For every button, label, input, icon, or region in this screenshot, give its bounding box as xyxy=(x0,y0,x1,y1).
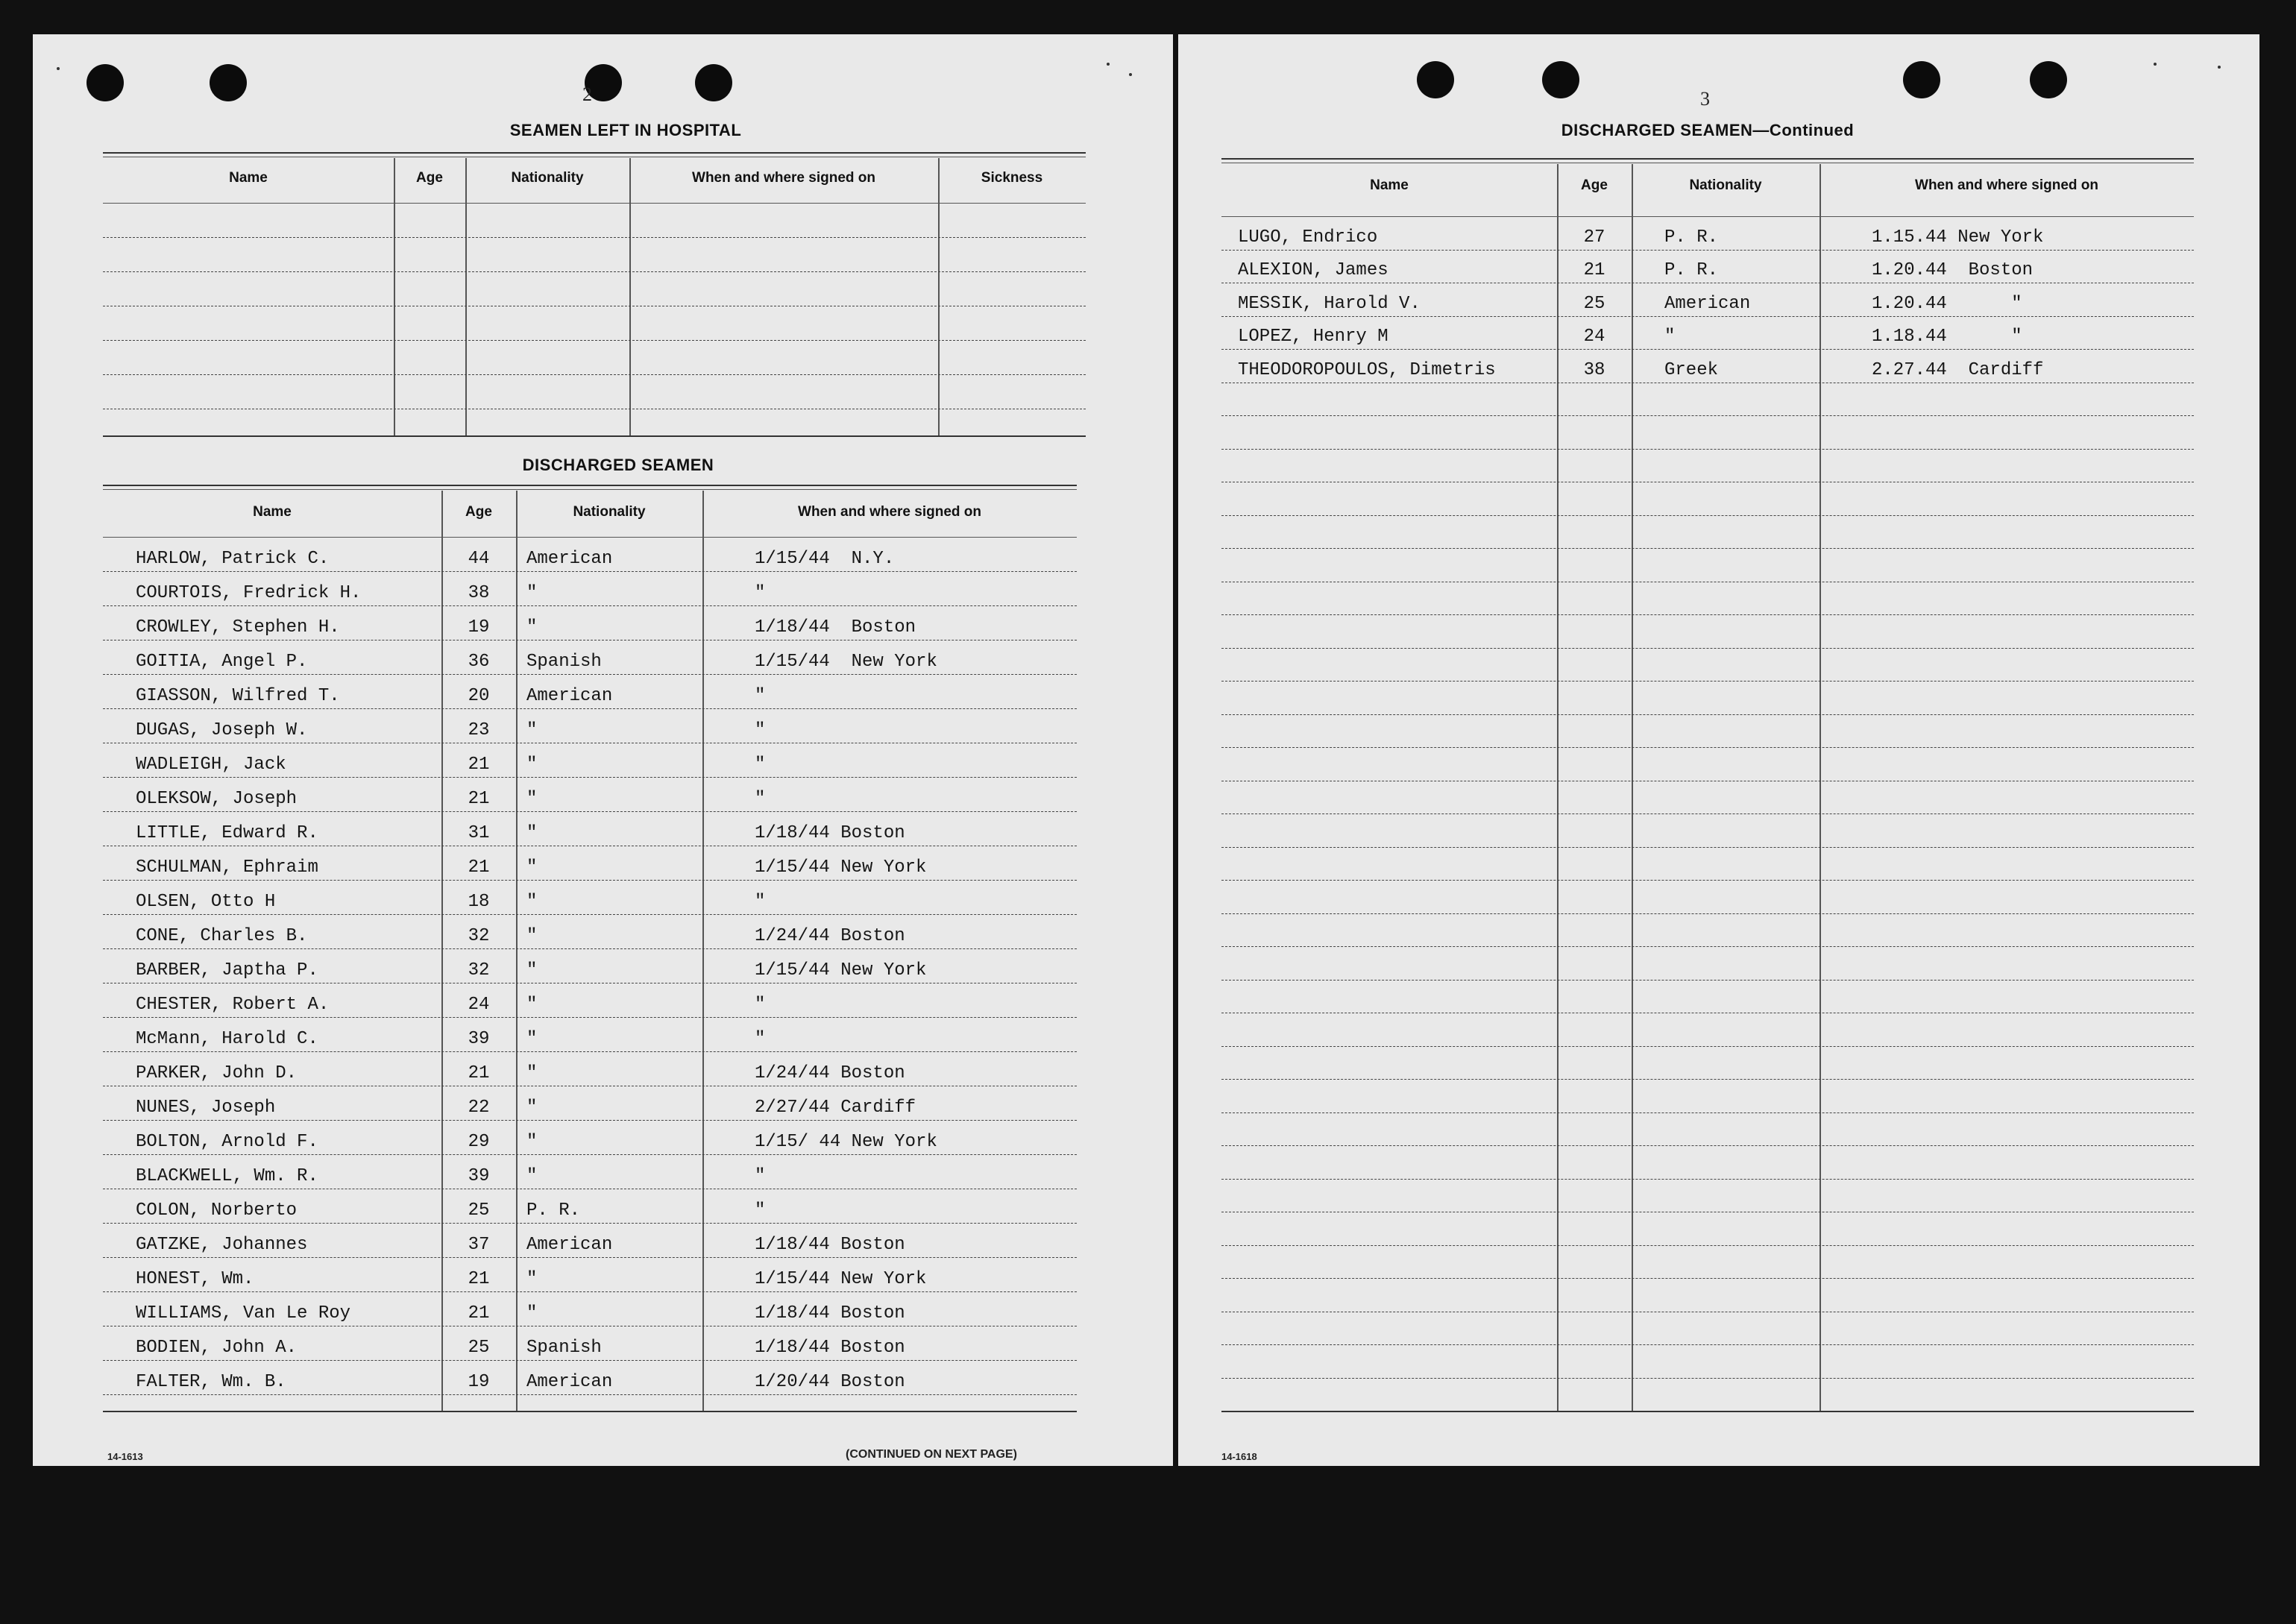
form-number: 14-1613 xyxy=(107,1451,143,1462)
table-cell-signed-on: 1.18.44 " xyxy=(1872,327,2022,347)
table-cell-nationality: " xyxy=(526,960,538,981)
punch-hole xyxy=(1542,61,1579,98)
table-top-rule xyxy=(103,485,1077,486)
row-line xyxy=(1221,1378,2194,1379)
row-line xyxy=(1221,714,2194,715)
row-line xyxy=(103,374,1086,375)
table-cell-age: 36 xyxy=(468,652,490,672)
table-cell-signed-on: " xyxy=(755,1200,766,1221)
table-cell-signed-on: 2/27/44 Cardiff xyxy=(755,1098,916,1118)
table-cell-nationality: " xyxy=(526,1029,538,1049)
column-header-name: Name xyxy=(229,170,268,186)
table-cell-nationality: P. R. xyxy=(1664,260,1719,280)
table-cell-age: 38 xyxy=(1583,359,1605,380)
table-cell-age: 21 xyxy=(468,1269,490,1289)
table-cell-name: HONEST, Wm. xyxy=(136,1269,254,1289)
table-cell-name: OLEKSOW, Joseph xyxy=(136,789,298,809)
table-cell-age: 23 xyxy=(468,720,490,740)
table-cell-nationality: " xyxy=(526,617,538,638)
table-cell-signed-on: 1.20.44 " xyxy=(1872,293,2022,314)
table-cell-age: 27 xyxy=(1583,227,1605,248)
table-cell-signed-on: 1.20.44 Boston xyxy=(1872,260,2034,280)
row-line xyxy=(1221,880,2194,881)
column-divider xyxy=(938,158,940,435)
table-top-rule xyxy=(103,489,1077,490)
table-cell-nationality: Spanish xyxy=(526,1338,602,1358)
row-line xyxy=(1221,316,2194,317)
right-page xyxy=(1178,34,2259,1466)
table-cell-signed-on: 1/24/44 Boston xyxy=(755,1063,905,1083)
row-line xyxy=(1221,1278,2194,1279)
table-cell-age: 19 xyxy=(468,617,490,638)
table-cell-signed-on: 2.27.44 Cardiff xyxy=(1872,359,2044,380)
table-cell-signed-on: 1/15/ 44 New York xyxy=(755,1132,937,1152)
speck xyxy=(1107,63,1110,66)
table-cell-nationality: American xyxy=(1664,293,1751,314)
table-cell-signed-on: " xyxy=(755,789,766,809)
table-cell-name: LUGO, Endrico xyxy=(1238,227,1378,248)
table-cell-name: WADLEIGH, Jack xyxy=(136,755,286,775)
row-line xyxy=(1221,747,2194,748)
table-cell-name: FALTER, Wm. B. xyxy=(136,1372,286,1392)
table-cell-signed-on: 1.15.44 New York xyxy=(1872,227,2044,248)
table-cell-age: 20 xyxy=(468,686,490,706)
table-cell-age: 25 xyxy=(468,1200,490,1221)
table-cell-signed-on: 1/20/44 Boston xyxy=(755,1372,905,1392)
table-cell-name: GATZKE, Johannes xyxy=(136,1235,308,1255)
discharged-continued-heading: DISCHARGED SEAMEN—Continued xyxy=(1561,121,1855,139)
table-cell-name: GIASSON, Wilfred T. xyxy=(136,686,340,706)
column-header-nationality: Nationality xyxy=(1689,177,1762,193)
column-header-sickness: Sickness xyxy=(981,170,1043,186)
punch-hole xyxy=(1417,61,1454,98)
table-cell-name: THEODOROPOULOS, Dimetris xyxy=(1238,359,1496,380)
header-rule xyxy=(103,537,1077,538)
table-bottom-rule xyxy=(1221,1411,2194,1412)
table-cell-age: 19 xyxy=(468,1372,490,1392)
table-cell-nationality: American xyxy=(526,1372,613,1392)
table-cell-name: CHESTER, Robert A. xyxy=(136,995,330,1015)
table-cell-nationality: " xyxy=(526,926,538,946)
column-divider xyxy=(465,158,467,435)
table-cell-name: COURTOIS, Fredrick H. xyxy=(136,583,362,603)
row-line xyxy=(103,1291,1077,1292)
table-cell-age: 39 xyxy=(468,1029,490,1049)
row-line xyxy=(103,674,1077,675)
table-cell-nationality: " xyxy=(526,823,538,843)
row-line xyxy=(103,1360,1077,1361)
table-cell-age: 44 xyxy=(468,549,490,569)
column-header-nationality: Nationality xyxy=(511,170,584,186)
column-header-age: Age xyxy=(1581,177,1608,193)
row-line xyxy=(103,340,1086,341)
row-line xyxy=(1221,1179,2194,1180)
row-line xyxy=(1221,614,2194,615)
table-cell-age: 22 xyxy=(468,1098,490,1118)
row-line xyxy=(103,948,1077,949)
table-cell-signed-on: " xyxy=(755,1029,766,1049)
table-cell-signed-on: 1/18/44 Boston xyxy=(755,1338,905,1358)
row-line xyxy=(1221,415,2194,416)
page-number: 3 xyxy=(1700,88,1710,110)
table-cell-age: 38 xyxy=(468,583,490,603)
column-header-nationality: Nationality xyxy=(573,504,646,520)
table-cell-nationality: " xyxy=(526,857,538,878)
header-rule xyxy=(103,203,1086,204)
table-cell-nationality: " xyxy=(526,789,538,809)
table-cell-signed-on: " xyxy=(755,583,766,603)
column-divider xyxy=(516,491,518,1411)
row-line xyxy=(1221,648,2194,649)
table-cell-signed-on: 1/15/44 New York xyxy=(755,652,937,672)
row-line xyxy=(103,777,1077,778)
table-cell-nationality: " xyxy=(526,1269,538,1289)
table-cell-age: 37 xyxy=(468,1235,490,1255)
hospital-heading: SEAMEN LEFT IN HOSPITAL xyxy=(509,121,742,139)
row-line xyxy=(1221,548,2194,549)
table-cell-age: 39 xyxy=(468,1166,490,1186)
table-cell-signed-on: " xyxy=(755,892,766,912)
column-divider xyxy=(629,158,631,435)
table-cell-name: NUNES, Joseph xyxy=(136,1098,276,1118)
table-cell-nationality: " xyxy=(1664,327,1676,347)
row-line xyxy=(1221,946,2194,947)
table-cell-nationality: " xyxy=(526,995,538,1015)
row-line xyxy=(103,237,1086,238)
table-cell-nationality: " xyxy=(526,1166,538,1186)
row-line xyxy=(103,880,1077,881)
speck xyxy=(57,67,60,70)
punch-hole xyxy=(87,64,124,101)
left-page xyxy=(33,34,1173,1466)
table-cell-nationality: Greek xyxy=(1664,359,1719,380)
table-cell-signed-on: 1/18/44 Boston xyxy=(755,617,916,638)
table-cell-age: 24 xyxy=(1583,327,1605,347)
page-number: 2 xyxy=(582,84,592,105)
table-cell-age: 21 xyxy=(468,1303,490,1324)
row-line xyxy=(1221,250,2194,251)
row-line xyxy=(1221,515,2194,516)
table-cell-nationality: " xyxy=(526,1303,538,1324)
row-line xyxy=(1221,1245,2194,1246)
table-cell-age: 21 xyxy=(468,1063,490,1083)
table-cell-age: 24 xyxy=(468,995,490,1015)
punch-hole xyxy=(210,64,247,101)
row-line xyxy=(103,914,1077,915)
table-cell-age: 21 xyxy=(1583,260,1605,280)
table-cell-nationality: American xyxy=(526,1235,613,1255)
discharged-heading: DISCHARGED SEAMEN xyxy=(522,456,714,474)
speck xyxy=(2154,63,2157,66)
row-line xyxy=(1221,1145,2194,1146)
table-cell-signed-on: " xyxy=(755,720,766,740)
table-cell-name: BARBER, Japtha P. xyxy=(136,960,318,981)
table-top-rule xyxy=(1221,158,2194,160)
table-bottom-rule xyxy=(103,435,1086,437)
table-cell-nationality: " xyxy=(526,755,538,775)
table-cell-signed-on: 1/15/44 N.Y. xyxy=(755,549,895,569)
table-cell-name: DUGAS, Joseph W. xyxy=(136,720,308,740)
table-top-rule xyxy=(103,152,1086,154)
table-cell-name: CONE, Charles B. xyxy=(136,926,308,946)
table-cell-name: MESSIK, Harold V. xyxy=(1238,293,1421,314)
continued-note: (CONTINUED ON NEXT PAGE) xyxy=(846,1448,1017,1461)
table-cell-age: 18 xyxy=(468,892,490,912)
row-line xyxy=(1221,847,2194,848)
row-line xyxy=(103,1154,1077,1155)
row-line xyxy=(1221,913,2194,914)
table-cell-name: SCHULMAN, Ephraim xyxy=(136,857,318,878)
table-cell-age: 25 xyxy=(468,1338,490,1358)
table-cell-signed-on: 1/24/44 Boston xyxy=(755,926,905,946)
table-cell-signed-on: 1/15/44 New York xyxy=(755,857,927,878)
table-cell-name: GOITIA, Angel P. xyxy=(136,652,308,672)
table-cell-name: McMann, Harold C. xyxy=(136,1029,318,1049)
column-header-when-and-where-signed-on: When and where signed on xyxy=(798,504,981,520)
table-cell-age: 31 xyxy=(468,823,490,843)
table-cell-age: 21 xyxy=(468,755,490,775)
table-cell-nationality: " xyxy=(526,1063,538,1083)
column-header-age: Age xyxy=(416,170,443,186)
table-cell-nationality: P. R. xyxy=(1664,227,1719,248)
table-cell-nationality: American xyxy=(526,686,613,706)
speck xyxy=(1129,73,1132,76)
row-line xyxy=(103,640,1077,641)
table-cell-age: 32 xyxy=(468,926,490,946)
row-line xyxy=(103,1394,1077,1395)
row-line xyxy=(1221,980,2194,981)
table-cell-age: 21 xyxy=(468,857,490,878)
column-divider xyxy=(702,491,704,1411)
punch-hole xyxy=(1903,61,1940,98)
table-cell-nationality: Spanish xyxy=(526,652,602,672)
column-header-name: Name xyxy=(253,504,292,520)
table-cell-name: LOPEZ, Henry M xyxy=(1238,327,1388,347)
row-line xyxy=(1221,449,2194,450)
table-cell-signed-on: 1/18/44 Boston xyxy=(755,1303,905,1324)
row-line xyxy=(103,1223,1077,1224)
table-cell-name: ALEXION, James xyxy=(1238,260,1388,280)
column-divider xyxy=(1557,164,1559,1411)
row-line xyxy=(103,1017,1077,1018)
row-line xyxy=(1221,1112,2194,1113)
table-cell-age: 29 xyxy=(468,1132,490,1152)
row-line xyxy=(1221,349,2194,350)
punch-hole xyxy=(2030,61,2067,98)
table-cell-name: WILLIAMS, Van Le Roy xyxy=(136,1303,351,1324)
row-line xyxy=(1221,1344,2194,1345)
row-line xyxy=(103,1051,1077,1052)
table-cell-signed-on: 1/18/44 Boston xyxy=(755,1235,905,1255)
punch-hole xyxy=(695,64,732,101)
table-cell-name: HARLOW, Patrick C. xyxy=(136,549,330,569)
table-cell-nationality: " xyxy=(526,583,538,603)
table-cell-signed-on: " xyxy=(755,995,766,1015)
table-cell-signed-on: " xyxy=(755,755,766,775)
row-line xyxy=(103,1257,1077,1258)
row-line xyxy=(103,708,1077,709)
table-cell-signed-on: " xyxy=(755,1166,766,1186)
table-cell-nationality: " xyxy=(526,1132,538,1152)
table-cell-signed-on: 1/15/44 New York xyxy=(755,960,927,981)
table-cell-name: LITTLE, Edward R. xyxy=(136,823,318,843)
table-cell-name: BODIEN, John A. xyxy=(136,1338,298,1358)
table-cell-name: COLON, Norberto xyxy=(136,1200,298,1221)
row-line xyxy=(1221,681,2194,682)
column-header-name: Name xyxy=(1370,177,1409,193)
column-header-when-and-where-signed-on: When and where signed on xyxy=(692,170,875,186)
column-divider xyxy=(1819,164,1821,1411)
table-cell-age: 25 xyxy=(1583,293,1605,314)
table-cell-name: CROWLEY, Stephen H. xyxy=(136,617,340,638)
table-cell-name: BOLTON, Arnold F. xyxy=(136,1132,318,1152)
column-header-age: Age xyxy=(465,504,492,520)
table-cell-name: OLSEN, Otto H xyxy=(136,892,276,912)
speck xyxy=(2218,66,2221,69)
table-cell-nationality: " xyxy=(526,892,538,912)
table-cell-name: BLACKWELL, Wm. R. xyxy=(136,1166,318,1186)
column-divider xyxy=(394,158,395,435)
table-cell-signed-on: 1/15/44 New York xyxy=(755,1269,927,1289)
table-cell-nationality: " xyxy=(526,1098,538,1118)
table-cell-age: 32 xyxy=(468,960,490,981)
row-line xyxy=(1221,1046,2194,1047)
row-line xyxy=(1221,1079,2194,1080)
table-cell-age: 21 xyxy=(468,789,490,809)
table-cell-nationality: " xyxy=(526,720,538,740)
row-line xyxy=(103,811,1077,812)
form-number: 14-1618 xyxy=(1221,1451,1257,1462)
table-cell-signed-on: " xyxy=(755,686,766,706)
header-rule xyxy=(1221,216,2194,217)
table-cell-name: PARKER, John D. xyxy=(136,1063,298,1083)
row-line xyxy=(103,605,1077,606)
table-cell-nationality: P. R. xyxy=(526,1200,581,1221)
column-header-when-and-where-signed-on: When and where signed on xyxy=(1915,177,2098,193)
row-line xyxy=(103,571,1077,572)
table-cell-nationality: American xyxy=(526,549,613,569)
table-cell-signed-on: 1/18/44 Boston xyxy=(755,823,905,843)
row-line xyxy=(103,1120,1077,1121)
row-line xyxy=(1221,813,2194,814)
table-bottom-rule xyxy=(103,1411,1077,1412)
column-divider xyxy=(1632,164,1633,1411)
row-line xyxy=(103,271,1086,272)
